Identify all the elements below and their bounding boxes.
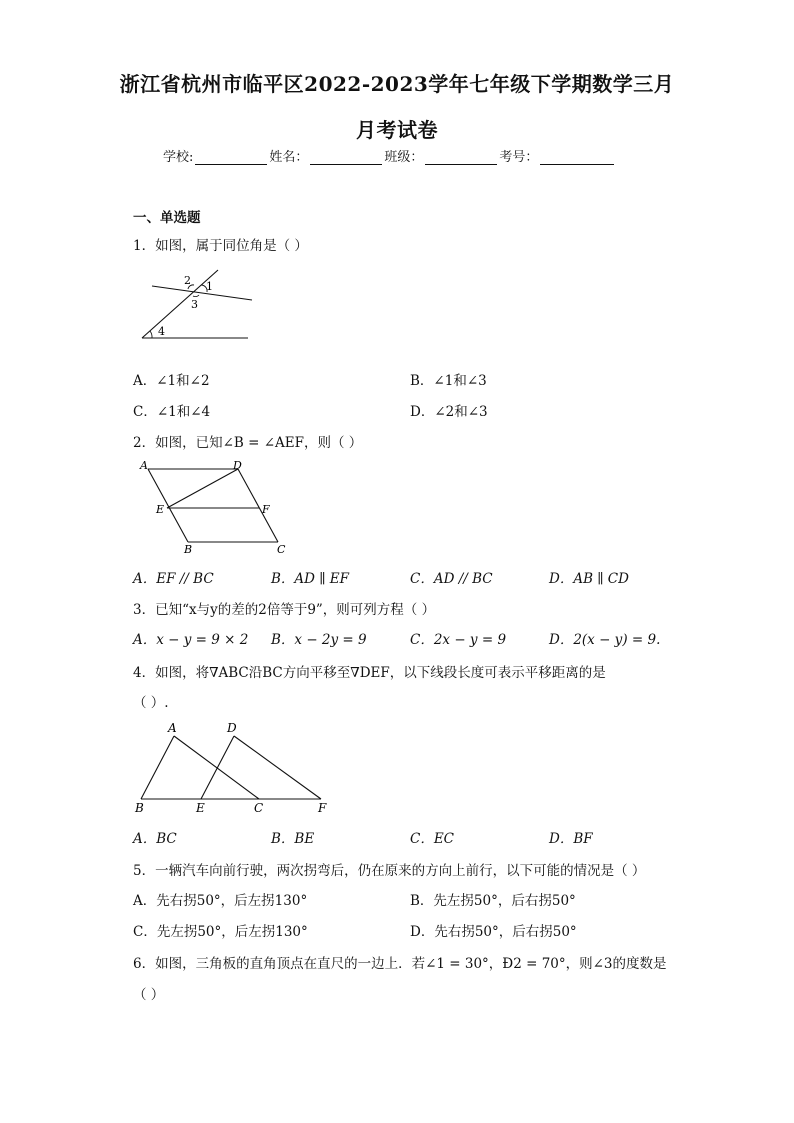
- question-4-figure: [130, 717, 340, 821]
- student-info-row: [163, 146, 616, 165]
- question-4-option-d[interactable]: D．BF: [549, 831, 593, 847]
- question-6-stem: 6．如图，三角板的直角顶点在直尺的一边上．若∠1 = 30°，Ð2 = 70°，则∠3的度数是: [133, 956, 667, 972]
- question-4-option-a[interactable]: A．BC: [133, 831, 177, 847]
- question-2-option-d[interactable]: D．AB ∥ CD: [549, 571, 629, 587]
- name-label: 姓名：: [269, 150, 309, 165]
- q2-label-d: D: [233, 459, 242, 472]
- question-3-option-c[interactable]: C．2x − y = 9: [410, 632, 507, 648]
- question-4-stem: 4．如图，将∇ABC沿BC方向平移至∇DEF，以下线段长度可表示平移距离的是: [133, 665, 606, 681]
- q4-label-f: F: [318, 801, 327, 815]
- question-2-option-c[interactable]: C．AD // BC: [410, 571, 493, 587]
- q2-label-a: A: [140, 459, 148, 472]
- q1-label-2: 2: [184, 274, 191, 287]
- q4-label-e: E: [196, 801, 205, 815]
- question-6-stem-cont: （ ）: [133, 987, 165, 1003]
- q1-upper-transversal: [152, 286, 252, 300]
- question-1-figure: [138, 265, 263, 349]
- question-2-figure: [138, 457, 298, 561]
- q4-segment-ba: [141, 736, 174, 799]
- q4-label-d: D: [227, 721, 237, 735]
- question-4-option-b[interactable]: B．BE: [271, 831, 315, 847]
- question-5-option-c[interactable]: C．先左拐50°，后左拐130°: [133, 924, 308, 940]
- q1-angle4-arc: [150, 331, 152, 338]
- question-5-option-d[interactable]: D．先右拐50°，后右拐50°: [410, 924, 577, 940]
- q2-label-f: F: [262, 503, 270, 516]
- q4-label-c: C: [254, 801, 264, 815]
- school-blank[interactable]: [195, 150, 267, 165]
- q2-label-b: B: [184, 543, 193, 556]
- question-3-option-d[interactable]: D．2(x − y) = 9.: [549, 632, 661, 648]
- question-5-stem: 5．一辆汽车向前行驶，两次拐弯后，仍在原来的方向上前行，以下可能的情况是（ ）: [133, 863, 646, 879]
- question-1-option-b[interactable]: B．∠1和∠3: [410, 373, 487, 389]
- question-3-stem: 3．已知“x与y的差的2倍等于9”，则可列方程（ ）: [133, 602, 436, 618]
- q2-label-e: E: [156, 503, 165, 516]
- question-5-option-b[interactable]: B．先左拐50°，后右拐50°: [410, 893, 576, 909]
- exam-title-line1: 浙江省杭州市临平区2022-2023学年七年级下学期数学三月: [119, 72, 675, 96]
- class-label: 班级：: [384, 150, 424, 165]
- question-2-stem: 2．如图，已知∠B = ∠AEF，则（ ）: [133, 435, 363, 451]
- question-3-option-a[interactable]: A．x − y = 9 × 2: [133, 632, 249, 648]
- q1-angle3-arc: [193, 295, 199, 297]
- section-heading: 一、单选题: [133, 210, 201, 226]
- q2-label-c: C: [277, 543, 286, 556]
- q2-segment-ed: [167, 469, 238, 508]
- q4-label-b: B: [135, 801, 144, 815]
- question-1-option-a[interactable]: A．∠1和∠2: [133, 373, 210, 389]
- q1-label-4: 4: [158, 325, 165, 338]
- q1-label-3: 3: [191, 298, 198, 311]
- question-2-option-a[interactable]: A．EF // BC: [133, 571, 214, 587]
- question-3-option-b[interactable]: B．x − 2y = 9: [271, 632, 367, 648]
- q2-segment-ab: [148, 469, 188, 542]
- name-blank[interactable]: [310, 150, 382, 165]
- question-2-option-b[interactable]: B．AD ∥ EF: [271, 571, 350, 587]
- question-5-option-a[interactable]: A．先右拐50°，后左拐130°: [133, 893, 308, 909]
- question-4-option-c[interactable]: C．EC: [410, 831, 455, 847]
- question-4-stem-cont: （ ）.: [133, 695, 169, 711]
- school-label: 学校:: [163, 150, 194, 165]
- q1-label-1: 1: [206, 280, 213, 293]
- question-1-option-c[interactable]: C．∠1和∠4: [133, 404, 211, 420]
- q4-segment-ed: [201, 736, 234, 799]
- question-1-option-d[interactable]: D．∠2和∠3: [410, 404, 488, 420]
- id-blank[interactable]: [540, 150, 614, 165]
- id-label: 考号：: [499, 150, 539, 165]
- question-1-stem: 1．如图，属于同位角是（ ）: [133, 238, 308, 254]
- exam-title-line2: 月考试卷: [356, 118, 438, 142]
- q4-label-a: A: [168, 721, 177, 735]
- class-blank[interactable]: [425, 150, 497, 165]
- q2-segment-dc: [238, 469, 278, 542]
